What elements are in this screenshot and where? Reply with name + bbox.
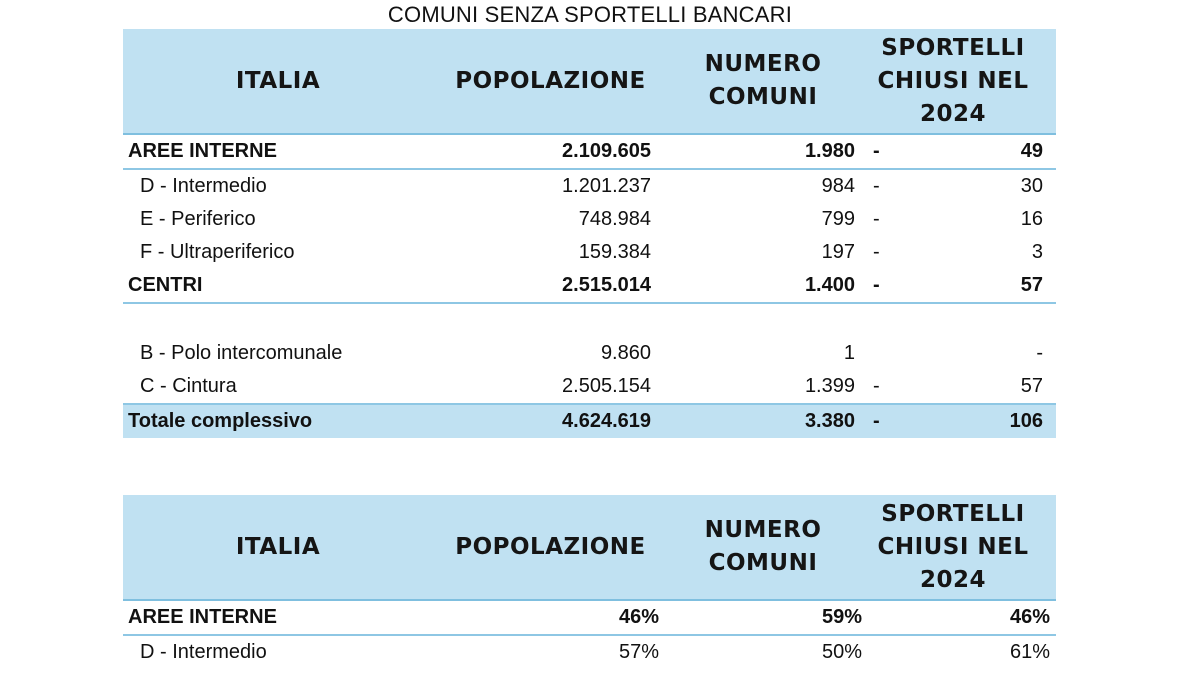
row-label: CENTRI (128, 274, 203, 296)
row-popolazione: 748.984 (578, 208, 651, 230)
row-numero-comuni: 1.399 (804, 375, 855, 397)
header-italia: ITALIA (235, 67, 321, 94)
row-dash: - (873, 241, 880, 263)
row-label: AREE INTERNE (128, 140, 277, 162)
row-numero-comuni: 1 (843, 342, 855, 364)
row-sportelli-chiusi: 46% (1009, 606, 1050, 628)
row-sportelli-chiusi: 30 (1020, 175, 1043, 197)
row-label: C - Cintura (140, 375, 237, 397)
table-header (123, 495, 1056, 601)
table-row-cintura (123, 370, 1056, 405)
row-numero-comuni: 1.400 (804, 274, 855, 296)
header-popolazione: POPOLAZIONE (455, 533, 646, 560)
row-dash: - (873, 410, 880, 432)
row-dash: - (873, 208, 880, 230)
table-row-centri (123, 269, 1056, 304)
row-sportelli-chiusi: 61% (1009, 641, 1050, 663)
row-popolazione: 159.384 (578, 241, 651, 263)
row-numero-comuni: 3.380 (804, 410, 855, 432)
header-numero-comuni: NUMERO COMUNI (704, 51, 822, 110)
row-popolazione: 1.201.237 (562, 175, 651, 197)
bank-branches-percent-table (123, 495, 1056, 669)
row-label: D - Intermedio (140, 641, 267, 663)
row-label: D - Intermedio (140, 175, 267, 197)
table-row-periferico (123, 203, 1056, 236)
row-dash: - (873, 375, 880, 397)
header-sportelli-chiusi: SPORTELLI CHIUSI NEL 2024 (877, 34, 1029, 127)
row-numero-comuni: 50% (821, 641, 862, 663)
row-spacer (123, 304, 1056, 337)
row-sportelli-chiusi: - (1036, 342, 1043, 364)
row-numero-comuni: 1.980 (804, 140, 855, 162)
row-dash: - (873, 140, 880, 162)
row-dash: - (873, 175, 880, 197)
row-numero-comuni: 59% (821, 606, 862, 628)
row-popolazione: 2.515.014 (562, 274, 651, 296)
header-numero-comuni: NUMERO COMUNI (704, 517, 822, 576)
row-label: F - Ultraperiferico (140, 241, 295, 263)
row-sportelli-chiusi: 3 (1031, 241, 1043, 263)
row-label: AREE INTERNE (128, 606, 277, 628)
row-popolazione: 57% (618, 641, 659, 663)
table-row-totale (123, 405, 1056, 438)
row-sportelli-chiusi: 106 (1009, 410, 1043, 432)
page-title: COMUNI SENZA SPORTELLI BANCARI (387, 2, 793, 27)
header-italia: ITALIA (235, 533, 321, 560)
row-popolazione: 2.505.154 (562, 375, 651, 397)
row-popolazione: 9.860 (600, 342, 651, 364)
row-label: E - Periferico (140, 208, 256, 230)
table-row-ultraperiferico (123, 236, 1056, 269)
row-dash: - (873, 274, 880, 296)
row-label: B - Polo intercomunale (140, 342, 343, 364)
row-label: Totale complessivo (128, 410, 313, 432)
header-sportelli-chiusi: SPORTELLI CHIUSI NEL 2024 (877, 500, 1029, 593)
header-popolazione: POPOLAZIONE (455, 67, 646, 94)
row-numero-comuni: 799 (821, 208, 855, 230)
row-sportelli-chiusi: 57 (1020, 274, 1043, 296)
row-numero-comuni: 197 (821, 241, 855, 263)
bank-branches-table (123, 29, 1056, 438)
row-sportelli-chiusi: 57 (1020, 375, 1043, 397)
table-row-polo (123, 337, 1056, 370)
table-row-aree-interne (123, 135, 1056, 170)
row-sportelli-chiusi: 16 (1020, 208, 1043, 230)
table-row-aree-interne (123, 601, 1056, 636)
row-numero-comuni: 984 (821, 175, 855, 197)
row-popolazione: 4.624.619 (562, 410, 651, 432)
table-row-intermedio (123, 636, 1056, 669)
table-row-intermedio (123, 170, 1056, 203)
row-popolazione: 46% (618, 606, 659, 628)
row-sportelli-chiusi: 49 (1020, 140, 1043, 162)
row-popolazione: 2.109.605 (562, 140, 651, 162)
table-header (123, 29, 1056, 135)
